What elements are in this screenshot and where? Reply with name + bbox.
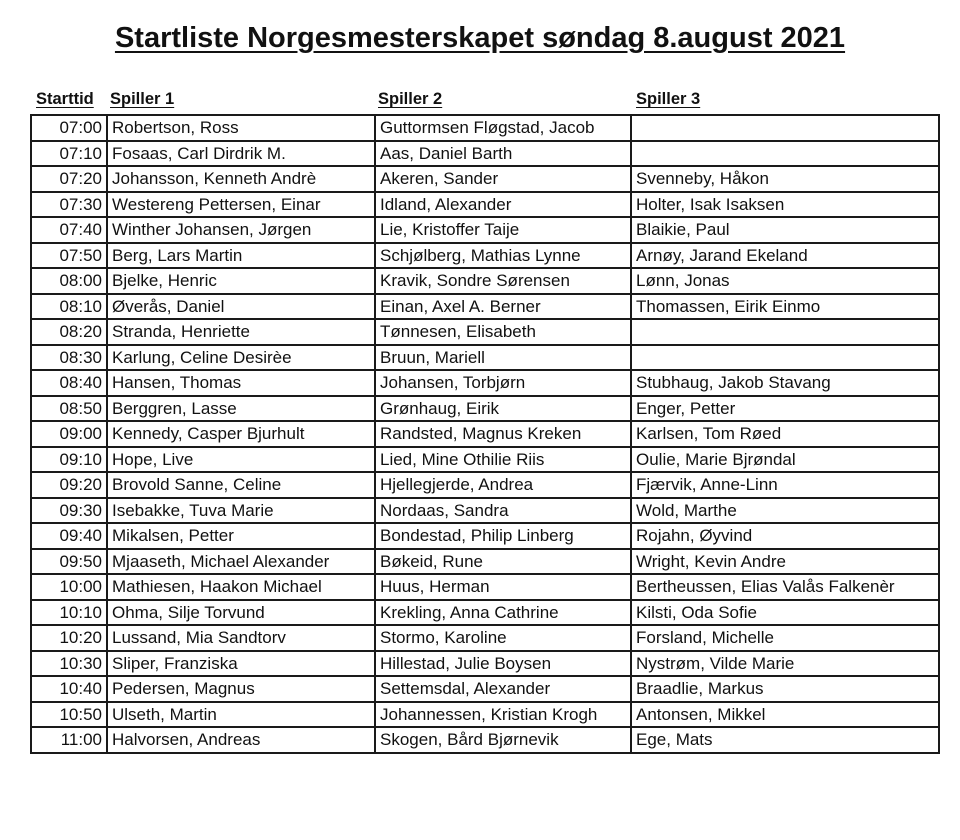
spiller-3-cell: Lønn, Jonas — [631, 268, 939, 294]
starttid-cell: 07:00 — [31, 115, 107, 141]
starttid-cell: 10:40 — [31, 676, 107, 702]
spiller-2-cell: Bøkeid, Rune — [375, 549, 631, 575]
table-row — [31, 625, 939, 651]
spiller-2-cell: Stormo, Karoline — [375, 625, 631, 651]
column-headers — [0, 90, 960, 112]
starttid-cell: 09:00 — [31, 421, 107, 447]
spiller-2-cell: Tønnesen, Elisabeth — [375, 319, 631, 345]
starttid-cell: 09:20 — [31, 472, 107, 498]
starttid-cell: 10:30 — [31, 651, 107, 677]
spiller-3-cell: Ege, Mats — [631, 727, 939, 753]
starttid-cell: 07:30 — [31, 192, 107, 218]
spiller-3-cell: Antonsen, Mikkel — [631, 702, 939, 728]
spiller-2-cell: Einan, Axel A. Berner — [375, 294, 631, 320]
table-row — [31, 676, 939, 702]
starttid-cell: 08:40 — [31, 370, 107, 396]
starttid-cell: 09:30 — [31, 498, 107, 524]
starttid-cell: 08:30 — [31, 345, 107, 371]
spiller-3-cell: Thomassen, Eirik Einmo — [631, 294, 939, 320]
spiller-3-cell: Arnøy, Jarand Ekeland — [631, 243, 939, 269]
table-row — [31, 472, 939, 498]
spiller-1-cell: Isebakke, Tuva Marie — [107, 498, 375, 524]
spiller-1-cell: Øverås, Daniel — [107, 294, 375, 320]
starttid-cell: 07:10 — [31, 141, 107, 167]
spiller-1-cell: Winther Johansen, Jørgen — [107, 217, 375, 243]
spiller-3-cell: Oulie, Marie Bjrøndal — [631, 447, 939, 473]
start-list-body — [31, 115, 939, 753]
spiller-3-cell: Wold, Marthe — [631, 498, 939, 524]
spiller-2-cell: Huus, Herman — [375, 574, 631, 600]
starttid-cell: 08:50 — [31, 396, 107, 422]
starttid-cell: 10:10 — [31, 600, 107, 626]
table-row — [31, 319, 939, 345]
spiller-1-cell: Stranda, Henriette — [107, 319, 375, 345]
starttid-cell: 10:20 — [31, 625, 107, 651]
table-row — [31, 421, 939, 447]
table-row — [31, 192, 939, 218]
spiller-1-cell: Hansen, Thomas — [107, 370, 375, 396]
header-spiller-2: Spiller 2 — [378, 90, 443, 108]
spiller-1-cell: Mathiesen, Haakon Michael — [107, 574, 375, 600]
spiller-2-cell: Guttormsen Fløgstad, Jacob — [375, 115, 631, 141]
spiller-3-cell: Blaikie, Paul — [631, 217, 939, 243]
spiller-2-cell: Skogen, Bård Bjørnevik — [375, 727, 631, 753]
table-row — [31, 243, 939, 269]
table-row — [31, 523, 939, 549]
spiller-2-cell: Krekling, Anna Cathrine — [375, 600, 631, 626]
table-row — [31, 370, 939, 396]
spiller-1-cell: Berg, Lars Martin — [107, 243, 375, 269]
starttid-cell: 09:40 — [31, 523, 107, 549]
spiller-1-cell: Mikalsen, Petter — [107, 523, 375, 549]
spiller-2-cell: Settemsdal, Alexander — [375, 676, 631, 702]
spiller-3-cell: Kilsti, Oda Sofie — [631, 600, 939, 626]
starttid-cell: 10:50 — [31, 702, 107, 728]
starttid-cell: 08:00 — [31, 268, 107, 294]
spiller-2-cell: Bruun, Mariell — [375, 345, 631, 371]
spiller-2-cell: Bondestad, Philip Linberg — [375, 523, 631, 549]
table-row — [31, 141, 939, 167]
table-row — [31, 345, 939, 371]
spiller-1-cell: Fosaas, Carl Dirdrik M. — [107, 141, 375, 167]
spiller-1-cell: Sliper, Franziska — [107, 651, 375, 677]
spiller-3-cell: Karlsen, Tom Røed — [631, 421, 939, 447]
spiller-3-cell — [631, 319, 939, 345]
start-list-table — [30, 114, 940, 754]
starttid-cell: 11:00 — [31, 727, 107, 753]
spiller-3-cell — [631, 141, 939, 167]
page-title: Startliste Norgesmesterskapet søndag 8.august 2021 — [114, 22, 846, 54]
starttid-cell: 09:10 — [31, 447, 107, 473]
spiller-2-cell: Grønhaug, Eirik — [375, 396, 631, 422]
table-row — [31, 574, 939, 600]
starttid-cell: 07:40 — [31, 217, 107, 243]
table-row — [31, 600, 939, 626]
spiller-2-cell: Lied, Mine Othilie Riis — [375, 447, 631, 473]
table-row — [31, 166, 939, 192]
spiller-2-cell: Aas, Daniel Barth — [375, 141, 631, 167]
spiller-1-cell: Ohma, Silje Torvund — [107, 600, 375, 626]
spiller-3-cell: Enger, Petter — [631, 396, 939, 422]
spiller-1-cell: Hope, Live — [107, 447, 375, 473]
table-row — [31, 294, 939, 320]
table-row — [31, 727, 939, 753]
spiller-1-cell: Berggren, Lasse — [107, 396, 375, 422]
spiller-3-cell: Forsland, Michelle — [631, 625, 939, 651]
spiller-2-cell: Randsted, Magnus Kreken — [375, 421, 631, 447]
spiller-3-cell: Svenneby, Håkon — [631, 166, 939, 192]
spiller-3-cell: Braadlie, Markus — [631, 676, 939, 702]
table-row — [31, 651, 939, 677]
starttid-cell: 08:10 — [31, 294, 107, 320]
spiller-2-cell: Schjølberg, Mathias Lynne — [375, 243, 631, 269]
spiller-2-cell: Johansen, Torbjørn — [375, 370, 631, 396]
header-spiller-1: Spiller 1 — [110, 90, 175, 108]
starttid-cell: 07:50 — [31, 243, 107, 269]
spiller-3-cell: Rojahn, Øyvind — [631, 523, 939, 549]
spiller-1-cell: Bjelke, Henric — [107, 268, 375, 294]
spiller-2-cell: Idland, Alexander — [375, 192, 631, 218]
starttid-cell: 07:20 — [31, 166, 107, 192]
starttid-cell: 10:00 — [31, 574, 107, 600]
header-spiller-3: Spiller 3 — [636, 90, 701, 108]
spiller-1-cell: Mjaaseth, Michael Alexander — [107, 549, 375, 575]
spiller-3-cell — [631, 115, 939, 141]
spiller-2-cell: Johannessen, Kristian Krogh — [375, 702, 631, 728]
spiller-1-cell: Karlung, Celine Desirèe — [107, 345, 375, 371]
table-row — [31, 268, 939, 294]
table-row — [31, 447, 939, 473]
spiller-2-cell: Nordaas, Sandra — [375, 498, 631, 524]
starttid-cell: 08:20 — [31, 319, 107, 345]
spiller-3-cell — [631, 345, 939, 371]
spiller-3-cell: Stubhaug, Jakob Stavang — [631, 370, 939, 396]
table-row — [31, 498, 939, 524]
spiller-2-cell: Hillestad, Julie Boysen — [375, 651, 631, 677]
spiller-1-cell: Brovold Sanne, Celine — [107, 472, 375, 498]
spiller-2-cell: Kravik, Sondre Sørensen — [375, 268, 631, 294]
header-starttid: Starttid — [36, 90, 94, 108]
spiller-2-cell: Hjellegjerde, Andrea — [375, 472, 631, 498]
spiller-3-cell: Nystrøm, Vilde Marie — [631, 651, 939, 677]
spiller-2-cell: Lie, Kristoffer Taije — [375, 217, 631, 243]
spiller-1-cell: Johansson, Kenneth Andrè — [107, 166, 375, 192]
starttid-cell: 09:50 — [31, 549, 107, 575]
spiller-1-cell: Westereng Pettersen, Einar — [107, 192, 375, 218]
spiller-2-cell: Akeren, Sander — [375, 166, 631, 192]
spiller-3-cell: Wright, Kevin Andre — [631, 549, 939, 575]
table-row — [31, 396, 939, 422]
spiller-1-cell: Ulseth, Martin — [107, 702, 375, 728]
spiller-1-cell: Kennedy, Casper Bjurhult — [107, 421, 375, 447]
table-row — [31, 217, 939, 243]
spiller-1-cell: Halvorsen, Andreas — [107, 727, 375, 753]
spiller-1-cell: Pedersen, Magnus — [107, 676, 375, 702]
spiller-3-cell: Fjærvik, Anne-Linn — [631, 472, 939, 498]
table-row — [31, 549, 939, 575]
spiller-1-cell: Robertson, Ross — [107, 115, 375, 141]
spiller-1-cell: Lussand, Mia Sandtorv — [107, 625, 375, 651]
table-row — [31, 702, 939, 728]
spiller-3-cell: Holter, Isak Isaksen — [631, 192, 939, 218]
spiller-3-cell: Bertheussen, Elias Valås Falkenèr — [631, 574, 939, 600]
table-row — [31, 115, 939, 141]
